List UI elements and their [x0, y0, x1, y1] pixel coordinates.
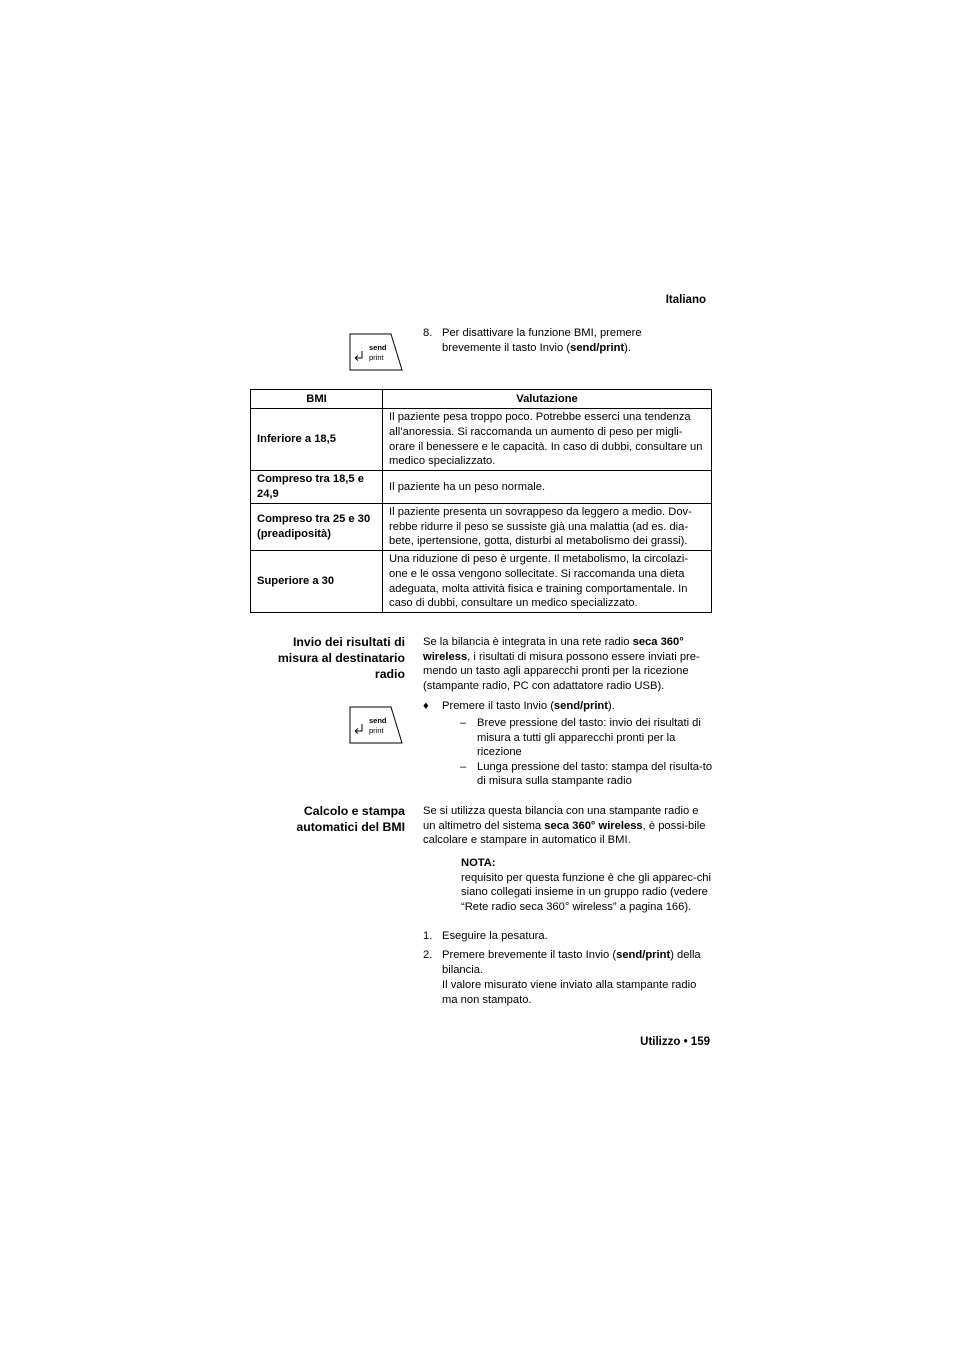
table-row [251, 504, 712, 551]
header-valutazione: Valutazione [383, 390, 712, 409]
section-title-calcolo: Calcolo e stampa automatici del BMI [296, 804, 405, 834]
step-2-result: Il valore misurato viene inviato alla stampante radio ma non stampato. [442, 979, 697, 1006]
evaluation-cell: Il paziente presenta un sovrappeso da leggero a medio. Dov-rebbe ridurre il peso se sussiste già una malattia (ad es. dia-bete, ipertensione, gotta, disturbi al metabolismo dei grassi). [383, 504, 712, 551]
dash-list [458, 716, 714, 789]
step-1: 1. Eseguire la pesatura. [423, 930, 548, 942]
table-header-row [251, 390, 712, 409]
diamond-bullet-icon: ♦ [423, 700, 429, 712]
send-print-key-ref: send/print [553, 700, 608, 712]
key-print-label: print [369, 353, 384, 362]
section-title-invio: Invio dei risultati di misura al destinatario radio [277, 635, 405, 681]
key-send-label: send [369, 343, 387, 352]
bullet-item: ♦ Premere il tasto Invio (send/print). [423, 700, 615, 712]
table-row [251, 409, 712, 471]
table-row [251, 471, 712, 504]
section2-intro: Se si utilizza questa bilancia con una stampante radio e un altimetro del sistema seca 360° wireless, è possi-bile calcolare e stampare in automatico il BMI. [423, 805, 706, 847]
note-text: requisito per questa funzione è che gli apparec-chi siano collegati insieme in un gruppo radio (vedere “Rete radio seca 360° wireless” a pagina 166). [461, 871, 712, 913]
page-footer: Utilizzo • 159 [640, 1036, 710, 1048]
table-row [251, 551, 712, 613]
section1-intro: Se la bilancia è integrata in una rete radio seca 360° wireless, i risultati di misura possono essere inviati pre-mendo un tasto agli apparecchi pronti per la ricezione (stampante radio, PC con adattatore radio USB). [423, 636, 700, 692]
list-item: – Lunga pressione del tasto: stampa del risulta-to di misura sulla stampante radio [460, 760, 713, 788]
bmi-range-cell: Superiore a 30 [251, 551, 383, 613]
bmi-table [250, 389, 712, 613]
evaluation-cell: Il paziente pesa troppo poco. Potrebbe esserci una tendenza all’anoressia. Si raccomanda un aumento di peso per migli-orare il benessere e le capacità. In caso di dubbi, consultare un medico specializzato. [383, 409, 712, 471]
send-print-key-icon [349, 706, 403, 744]
send-print-key-icon [349, 333, 403, 371]
step-8: 8. Per disattivare la funzione BMI, premere brevemente il tasto Invio (send/print). [423, 327, 642, 354]
brand-name: seca 360° wireless [544, 819, 643, 832]
step-2: 2. Premere brevemente il tasto Invio (send/print) della bilancia. Il valore misurato viene inviato alla stampante radio ma non stampato. [423, 948, 713, 1007]
bmi-range-cell: Inferiore a 18,5 [251, 409, 383, 471]
evaluation-cell: Il paziente ha un peso normale. [383, 471, 712, 504]
language-header: Italiano [665, 294, 706, 306]
step-number: 8. [423, 327, 433, 339]
header-bmi: BMI [251, 390, 383, 409]
brand-name: seca 360° wireless [423, 636, 684, 663]
list-item: – Breve pressione del tasto: invio dei risultati di misura a tutti gli apparecchi pronti per la ricezione [460, 717, 701, 759]
key-send-label: send [369, 716, 387, 725]
key-print-label: print [369, 726, 384, 735]
bmi-range-cell: Compreso tra 18,5 e 24,9 [251, 471, 383, 504]
note-title: NOTA: [461, 857, 496, 869]
send-print-key-ref: send/print [570, 341, 625, 354]
note-box [461, 856, 713, 914]
send-print-key-ref: send/print [616, 949, 671, 961]
evaluation-cell: Una riduzione di peso è urgente. Il metabolismo, la circolazi-one e le ossa vengono sollecitate. Si raccomanda una dieta adeguata, molta attività fisica e training comportamentale. In caso di dubbi, consultare un medico specializzato. [383, 551, 712, 613]
bmi-range-cell: Compreso tra 25 e 30 (preadiposità) [251, 504, 383, 551]
